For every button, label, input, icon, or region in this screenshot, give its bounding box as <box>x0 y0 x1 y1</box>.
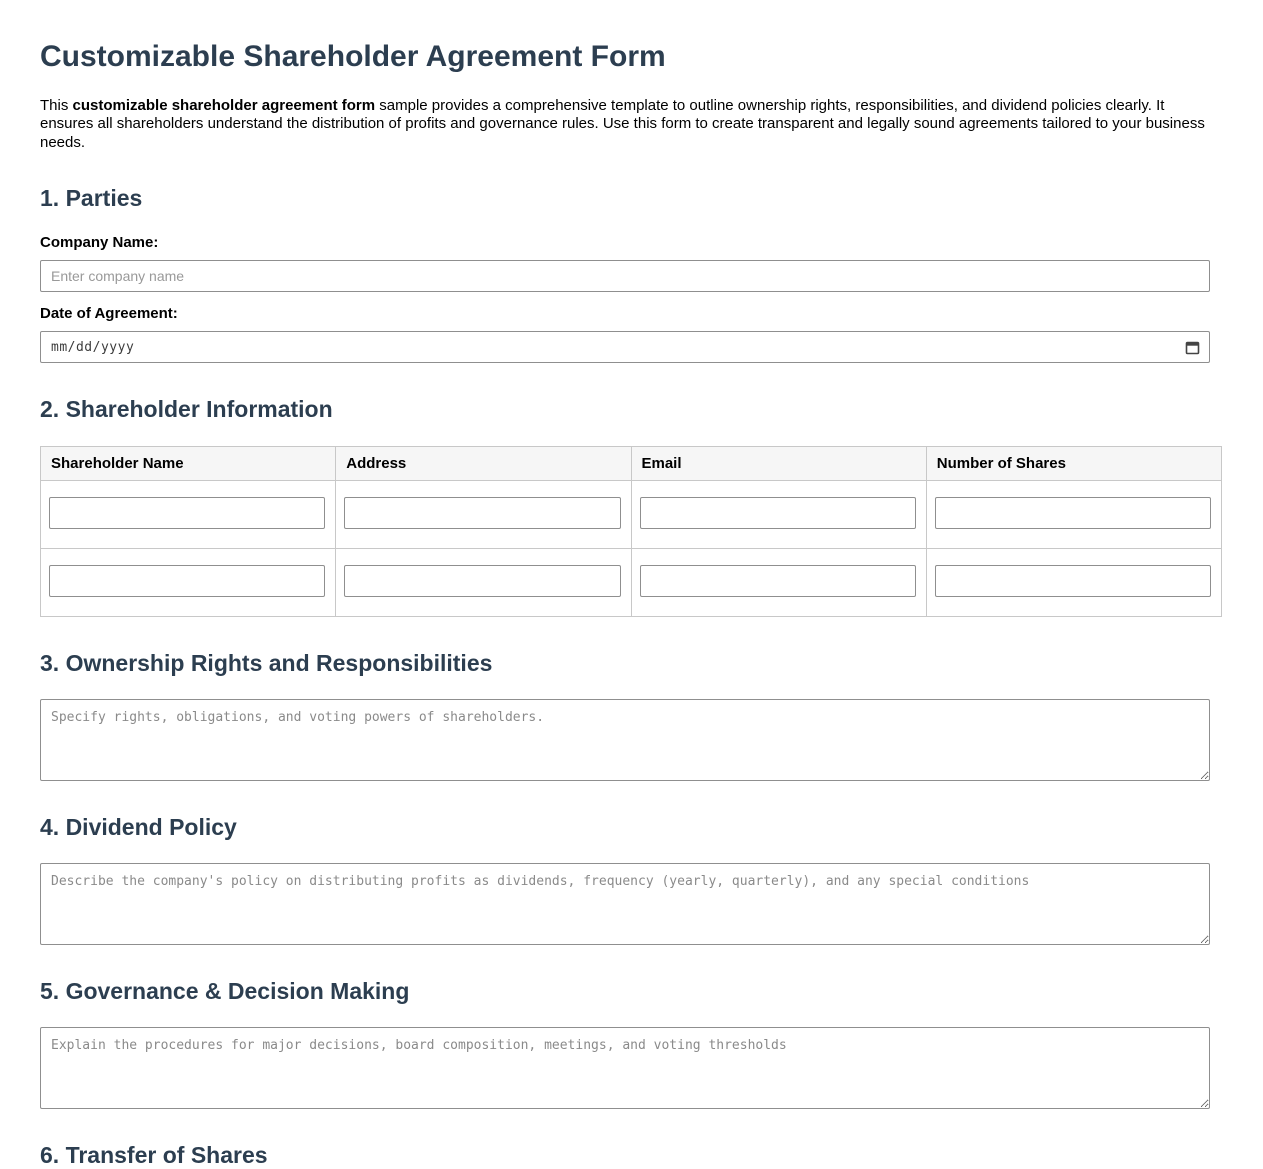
ownership-rights-textarea[interactable] <box>40 699 1210 781</box>
intro-text-prefix: This <box>40 96 73 114</box>
column-header-email: Email <box>631 446 926 480</box>
dividend-policy-textarea[interactable] <box>40 863 1210 945</box>
section-heading-shareholder-information: 2. Shareholder Information <box>40 396 333 423</box>
email-input[interactable] <box>640 565 916 597</box>
section-heading-transfer-of-shares: 6. Transfer of Shares <box>40 1142 268 1169</box>
shareholder-name-input[interactable] <box>49 565 325 597</box>
address-input[interactable] <box>344 497 620 529</box>
intro-text-suffix: sample provides a comprehensive template to outline ownership rights, responsibilities, and dividend policies clearly. It ensures all shareholders understand the distribution of profits and governance rules. Use this form to create transparent and legally sound agreements tailored to your business needs. <box>40 96 1205 151</box>
section-heading-governance: 5. Governance & Decision Making <box>40 978 410 1005</box>
shareholder-table <box>40 446 1222 617</box>
shares-input[interactable] <box>935 565 1211 597</box>
column-header-number-of-shares: Number of Shares <box>926 446 1221 480</box>
column-header-shareholder-name: Shareholder Name <box>41 446 336 480</box>
governance-textarea[interactable] <box>40 1027 1210 1109</box>
company-name-label: Company Name: <box>40 234 159 252</box>
shareholder-name-input[interactable] <box>49 497 325 529</box>
table-header-row <box>41 446 1222 480</box>
intro-text-bold: customizable shareholder agreement form <box>72 96 376 114</box>
column-header-address: Address <box>336 446 631 480</box>
section-heading-parties: 1. Parties <box>40 185 143 211</box>
address-input[interactable] <box>344 565 620 597</box>
table-row <box>41 548 1222 616</box>
table-row <box>41 480 1222 548</box>
date-of-agreement-input[interactable] <box>40 331 1210 363</box>
date-of-agreement-label: Date of Agreement: <box>40 305 178 323</box>
section-heading-dividend-policy: 4. Dividend Policy <box>40 813 237 840</box>
date-placeholder-text: mm/dd/yyyy <box>51 339 135 355</box>
company-name-input[interactable] <box>40 260 1210 292</box>
shares-input[interactable] <box>935 497 1211 529</box>
calendar-icon[interactable] <box>1185 340 1200 355</box>
intro-paragraph <box>40 97 1210 153</box>
email-input[interactable] <box>640 497 916 529</box>
section-heading-ownership-rights: 3. Ownership Rights and Responsibilities <box>40 649 493 676</box>
page-title: Customizable Shareholder Agreement Form <box>40 40 666 73</box>
